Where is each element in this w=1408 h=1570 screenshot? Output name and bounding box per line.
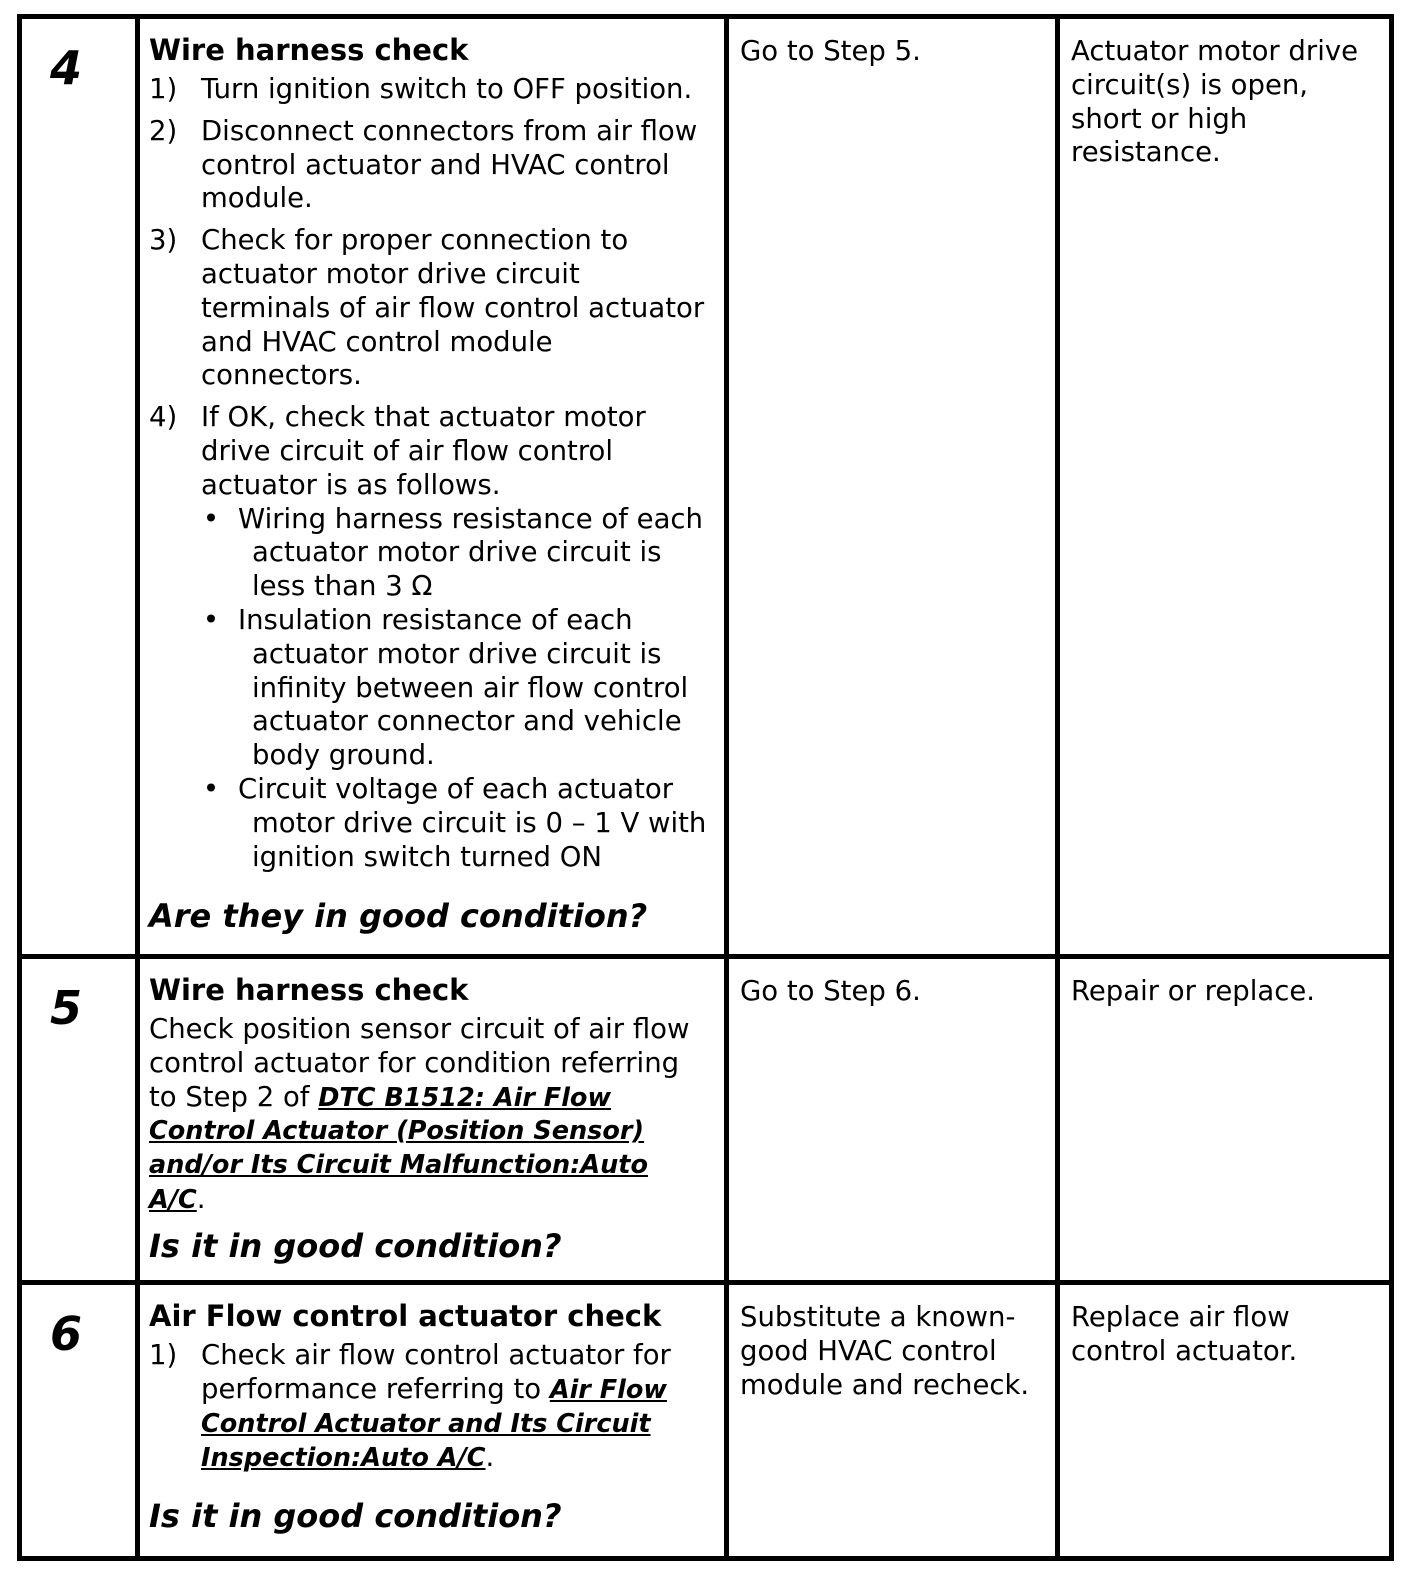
procedure-list	[149, 1339, 714, 1476]
no-cell	[1058, 1283, 1392, 1559]
step-number: 6	[50, 1307, 83, 1361]
bullet-item	[201, 503, 714, 604]
yes-cell	[727, 17, 1058, 957]
yes-action: Go to Step 5.	[740, 35, 921, 67]
yes-cell	[727, 957, 1058, 1283]
table-row	[20, 957, 1392, 1283]
condition-bullets	[149, 503, 714, 875]
bullet-text: Insulation resistance of each actuator motor drive circuit is infinity between air flow control actuator connector and vehicle body ground.	[238, 603, 689, 772]
list-item	[149, 224, 714, 393]
item-number: 3)	[149, 224, 178, 257]
step-question: Are they in good condition?	[149, 897, 648, 936]
bullet-icon: •	[202, 603, 220, 636]
table-row	[20, 17, 1392, 957]
no-cell	[1058, 957, 1392, 1283]
item-number: 2)	[149, 114, 178, 147]
item-text: If OK, check that actuator motor drive circuit of air flow control actuator is as follows.	[201, 401, 646, 501]
step-title: Air Flow control actuator check	[149, 1299, 662, 1333]
step-question: Is it in good condition?	[149, 1497, 562, 1536]
item-number: 1)	[149, 1339, 178, 1371]
step-title: Wire harness check	[149, 33, 469, 67]
step-description: Check position sensor circuit of air flow control actuator for condition referring to Step 2 of DTC B1512: Air Flow Control Actuator (Position Sensor) and/or Its Circuit Malfunction:Auto A/C.	[149, 1013, 714, 1218]
bullet-icon: •	[202, 772, 220, 805]
item-text: Turn ignition switch to OFF position.	[201, 73, 693, 105]
yes-cell	[727, 1283, 1058, 1559]
bullet-text: Circuit voltage of each actuator motor drive circuit is 0 – 1 V with ignition switch turned ON	[238, 772, 707, 873]
air-flow-inspection-link[interactable]: Air Flow Control Actuator and Its Circuit Inspection:Auto A/C	[201, 1374, 667, 1474]
bullet-item	[201, 773, 714, 874]
list-item: 1) Check air flow control actuator for performance referring to Air Flow Control Actuator and Its Circuit Inspection:Auto A/C.	[149, 1339, 714, 1476]
no-action: Actuator motor drive circuit(s) is open, short or high resistance.	[1071, 35, 1359, 169]
bullet-icon: •	[202, 502, 220, 535]
description-text: Check position sensor circuit of air flow control actuator for condition referring to Step 2 of	[149, 1013, 690, 1113]
bullet-text: Wiring harness resistance of each actuator motor drive circuit is less than 3 Ω	[238, 502, 703, 603]
action-cell	[138, 957, 727, 1283]
no-action: Repair or replace.	[1071, 975, 1316, 1007]
step-number: 4	[50, 41, 83, 95]
list-item	[149, 73, 714, 107]
action-cell	[138, 17, 727, 957]
no-action: Replace air flow control actuator.	[1071, 1301, 1298, 1367]
item-text: Check air flow control actuator for performance referring to	[201, 1339, 671, 1405]
step-number-cell	[20, 17, 138, 957]
no-cell	[1058, 17, 1392, 957]
step-question: Is it in good condition?	[149, 1226, 562, 1265]
item-text: Check for proper connection to actuator motor drive circuit terminals of air flow control actuator and HVAC control module connectors.	[201, 224, 705, 392]
list-item	[149, 115, 714, 216]
item-text: Disconnect connectors from air flow control actuator and HVAC control module.	[201, 114, 698, 215]
step-number: 5	[50, 981, 83, 1035]
yes-action: Go to Step 6.	[740, 975, 921, 1007]
bullet-item	[201, 604, 714, 773]
dtc-b1512-link[interactable]: DTC B1512: Air Flow Control Actuator (Position Sensor) and/or Its Circuit Malfunction:Auto A/C	[149, 1082, 648, 1215]
list-item	[149, 401, 714, 874]
procedure-list	[149, 73, 714, 874]
troubleshooting-table	[17, 14, 1394, 1561]
step-number-cell	[20, 1283, 138, 1559]
yes-action: Substitute a known-good HVAC control module and recheck.	[740, 1301, 1030, 1401]
item-number: 4)	[149, 401, 178, 434]
table-row	[20, 1283, 1392, 1559]
item-number: 1)	[149, 73, 178, 105]
step-title: Wire harness check	[149, 973, 469, 1007]
step-number-cell	[20, 957, 138, 1283]
action-cell	[138, 1283, 727, 1559]
